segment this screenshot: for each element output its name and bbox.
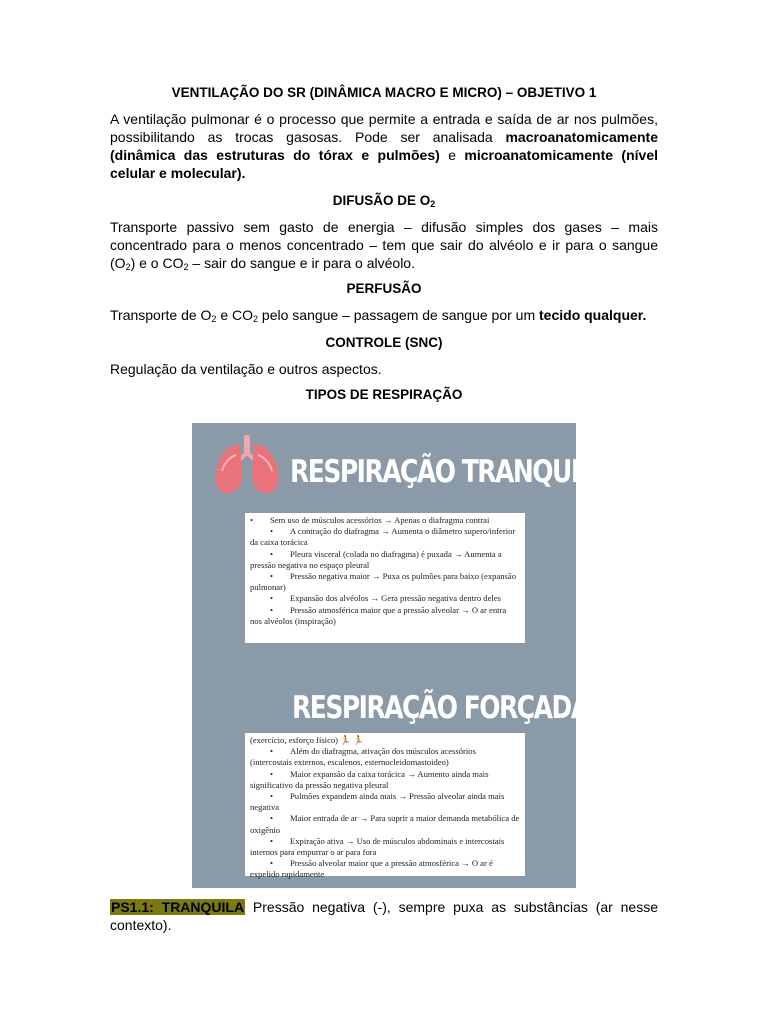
controle-heading: CONTROLE (SNC) <box>325 335 443 350</box>
tranquila-item: • Pleura visceral (colada no diafragma) é puxada → Aumenta a pressão negativa no espaço pleural <box>250 548 502 570</box>
perfusao-text-1: Transporte de O <box>110 307 212 323</box>
intro-bold-2: microanatomicamente (nível celular e molecular). <box>110 147 658 181</box>
intro-text-1: A ventilação pulmonar é o processo que permite a entrada e saída de ar nos pulmões, possibilitando as trocas gasosas. Pode ser analisada <box>110 111 658 145</box>
perfusao-text-2: e CO <box>216 307 254 323</box>
intro-text-2: e <box>439 147 465 163</box>
forcada-item: • Maior expansão da caixa torácica → Aumento ainda mais significativo da pressão negativa pleural <box>250 768 489 790</box>
perfusao-heading: PERFUSÃO <box>346 281 422 296</box>
perfusao-sub-1: 2 <box>211 314 217 324</box>
difusao-text-3: – sair do sangue e ir para o alvéolo. <box>188 255 415 271</box>
doc-title: VENTILAÇÃO DO SR (DINÂMICA MACRO E MICRO) – OBJETIVO 1 <box>171 85 597 100</box>
ps-paragraph <box>110 898 658 934</box>
tranquila-title: RESPIRAÇÃO TRANQUILA <box>290 453 611 490</box>
perfusao-bold: tecido qualquer. <box>539 307 647 323</box>
intro-paragraph <box>110 110 658 182</box>
difusao-text-1: Transporte passivo sem gasto de energia – difusão simples dos gases – mais concentrado para o menos concentrado – tem que sair do alvéolo e ir para o sangue (O <box>110 219 658 271</box>
controle-paragraph: Regulação da ventilação e outros aspectos. <box>110 361 382 377</box>
difusao-sub-1: 2 <box>125 262 131 272</box>
document-body <box>110 84 658 404</box>
difusao-heading-sub: 2 <box>430 199 436 209</box>
intro-bold-1: macroanatomicamente (dinâmica das estruturas do tórax e pulmões) <box>110 129 658 163</box>
respiration-infographic <box>192 423 611 888</box>
tranquila-item: • Sem uso de músculos acessórios → Apenas o diafragma contrai <box>250 515 490 525</box>
perfusao-paragraph <box>110 306 658 324</box>
forcada-list <box>245 733 525 880</box>
difusao-sub-2: 2 <box>183 262 189 272</box>
difusao-heading-text: DIFUSÃO DE O <box>332 193 431 208</box>
forcada-intro: (exercício, esforço físico) 🏃 🏃 <box>250 735 364 745</box>
tranquila-item: • A contração do diafragma → Aumenta o diâmetro supero/inferior da caixa torácica <box>250 526 516 548</box>
perfusao-text-3: pelo sangue – passagem de sangue por um <box>258 307 540 323</box>
difusao-text-2: ) e o CO <box>130 255 184 271</box>
forcada-title: RESPIRAÇÃO FORÇADA <box>292 689 589 726</box>
ps-highlight-tag: PS1.1: TRANQUILA <box>111 899 245 915</box>
forcada-item: • Pressão alveolar maior que a pressão atmosférica → O ar é expelido rapidamente <box>250 858 493 880</box>
forcada-item: • Maior entrada de ar → Para suprir a maior demanda metabólica de oxigênio <box>250 813 520 835</box>
difusao-paragraph <box>110 218 658 272</box>
ps-text: Pressão negativa (-), sempre puxa as substâncias (ar nesse contexto). <box>110 899 658 933</box>
tranquila-item: • Expansão dos alvéolos → Gera pressão negativa dentro deles <box>270 593 501 604</box>
forcada-item: • Além do diafragma, ativação dos músculos acessórios (intercostais externos, escalenos, esternocleidomastoideo) <box>250 746 476 768</box>
tranquila-item: • Pressão negativa maior → Puxa os pulmões para baixo (expansão pulmonar) <box>250 571 517 593</box>
tipos-heading: TIPOS DE RESPIRAÇÃO <box>305 387 463 402</box>
forcada-item: • Pulmões expandem ainda mais → Pressão alveolar ainda mais negativa <box>250 791 505 813</box>
tranquila-list <box>245 513 525 643</box>
lungs-icon <box>212 433 282 495</box>
tranquila-item: • Pressão atmosférica maior que a pressão alveolar → O ar entra nos alvéolos (inspiração) <box>250 604 507 626</box>
difusao-heading <box>110 192 658 210</box>
forcada-item: • Expiração ativa → Uso de músculos abdominais e intercostais internos para empurrar o ar para fora <box>250 835 505 858</box>
perfusao-sub-2: 2 <box>253 314 259 324</box>
